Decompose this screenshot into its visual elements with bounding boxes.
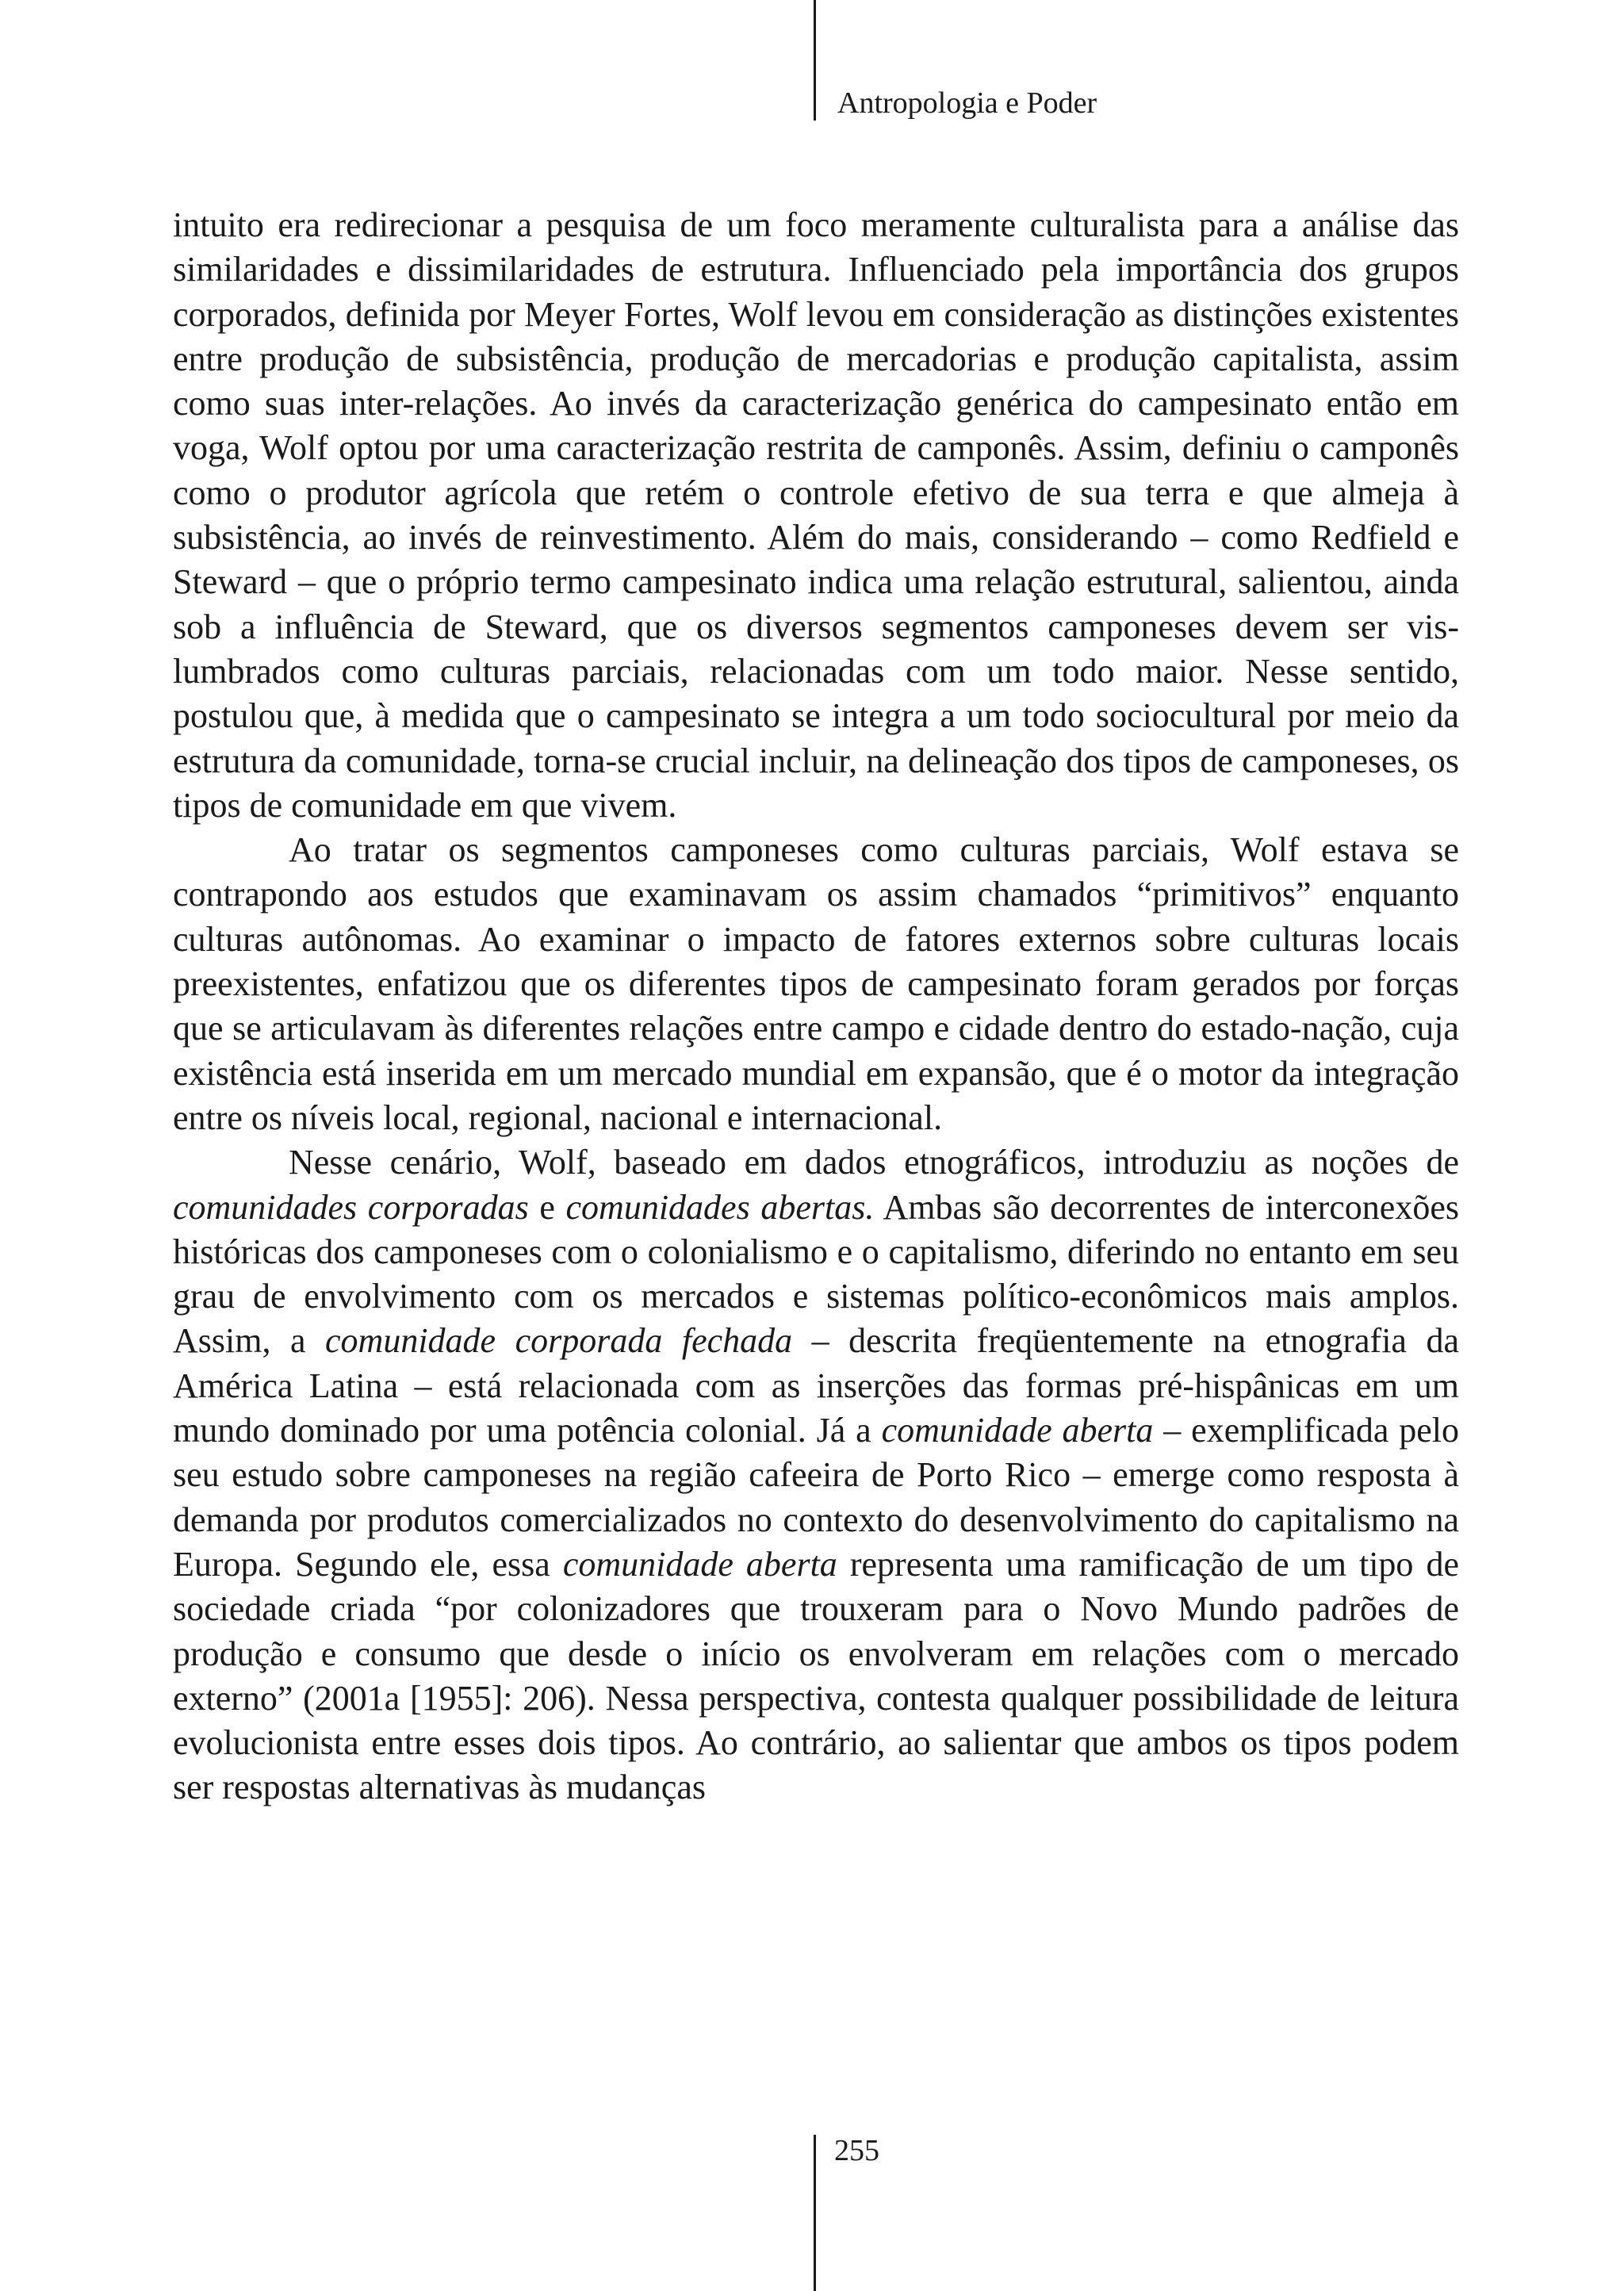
page-number: 255 <box>834 2134 879 2167</box>
footer-rule <box>814 2135 816 2291</box>
paragraph-1: intuito era redirecionar a pesquisa de um foco meramente culturalista para a análise das similaridades e dissimilaridades de estrutura. Influenciado pela importância dos grupos corporados, definida por Meyer Fortes, Wolf levou em consideração as distinções existentes entre produção de subsistência, produção de mercadorias e produção capitalista, assim como suas inter-relações. Ao invés da caracterização genérica do campesinato então em voga, Wolf optou por uma caracterização restrita de camponês. Assim, definiu o camponês como o produtor agrícola que retém o controle efetivo de sua terra e que almeja à subsistência, ao invés de reinvestimento. Além do mais, considerando – como Redfield e Steward – que o próprio termo campesinato indica uma relação estrutural, salientou, ainda sob a influência de Steward, que os diversos segmentos camponeses devem ser vislumbrados como culturas parciais, relacionadas com um todo maior. Nesse sentido, postulou que, à medida que o campesinato se integra a um todo sociocultural por meio da estrutura da comunidade, torna-se crucial incluir, na delineação dos tipos de camponeses, os tipos de comunidade em que vivem. <box>173 205 1459 825</box>
italic-term-comunidades-abertas: comunidades abertas. <box>565 1187 875 1227</box>
italic-term-comunidade-corporada-fechada: comunidade corporada fechada <box>325 1321 793 1361</box>
italic-term-comunidades-corporadas: comunidades corporadas <box>173 1187 529 1227</box>
paragraph-3-text: – exemplificada pelo seu estudo sobre camponeses na região cafeeira de Porto Rico – emerge como resposta à demanda por produtos comercializados no contexto do desenvolvimento do capitalismo na Europa. Segundo ele, essa <box>173 1411 1460 1584</box>
paragraph-3-text: Ambas são decorrentes de interconexões históricas dos camponeses com o colonialismo e o capitalismo, diferindo no entanto em seu grau de envolvimento com os mercados e sistemas político-econômicos mais amplos. Assim, a <box>173 1187 1459 1361</box>
paragraph-3-text: Nesse cenário, Wolf, baseado em dados etnográficos, introduziu as noções de <box>289 1143 1459 1182</box>
italic-term-comunidade-aberta: comunidade aberta <box>881 1411 1154 1450</box>
italic-term-comunidade-aberta: comunidade aberta <box>562 1544 837 1584</box>
paragraph-3 <box>173 1140 1459 1810</box>
paragraph-3-text: representa uma ramificação de um tipo de sociedade criada “por colonizadores que trouxeram para o Novo Mundo padrões de produção e consumo que desde o início os envolveram em relações com o mercado externo” (2001a [1955]: 206). Nessa perspectiva, contesta qualquer possibilidade de leitura evolucionista entre esses dois tipos. Ao contrário, ao salientar que ambos os tipos podem ser respostas alternativas às mudanças <box>173 1544 1459 1807</box>
running-header-title: Antropologia e Poder <box>837 86 1097 120</box>
paragraph-3-text: e <box>528 1187 566 1227</box>
page-body <box>173 203 1459 1810</box>
header-rule <box>814 0 816 121</box>
paragraph-2: Ao tratar os segmentos camponeses como culturas parciais, Wolf estava se contrapondo aos estudos que examinavam os assim chamados “primitivos” enquanto culturas autônomas. Ao examinar o impacto de fatores externos sobre culturas locais preexistentes, enfatizou que os diferentes tipos de campesinato foram gerados por forças que se articulavam às diferentes relações entre campo e cidade dentro do estado-nação, cuja existência está inserida em um mercado mundial em expansão, que é o motor da integração entre os níveis local, regional, nacional e internacional. <box>173 830 1459 1137</box>
paragraph-3-text: – descrita freqüentemente na etnografia da América Latina – está relacionada com as inserções das formas pré-hispânicas em um mundo dominado por uma potência colonial. Já a <box>173 1321 1459 1450</box>
